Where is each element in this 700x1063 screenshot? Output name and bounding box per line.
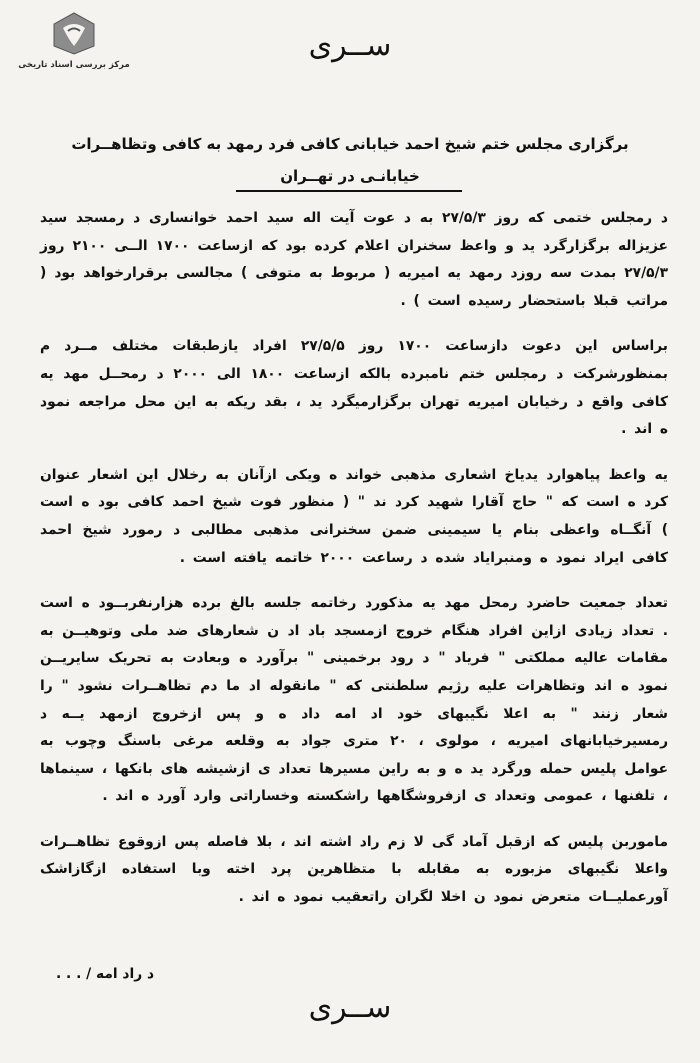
document-body	[40, 205, 668, 930]
classification-stamp-bottom: ســری	[308, 990, 392, 1025]
body-paragraph-5: ماموربن پلیس که ازقبل آماد گی لا زم راد اشته اند ، بلا فاصله پس ازوقوع تظاهــرات واعلا نگیبهای مزبوره به مقابله با متظاهرین پرد اخته وبا استفاده ازگازاشک آورعملیــات متعرض نمود ن اخلا لگران راتعقیب نمود ه اند .	[40, 833, 668, 906]
body-paragraph-4: تعداد جمعیت حاضرد رمحل مهد یه مذکورد رخاتمه جلسه بالغ برده هزارنفربــود ه است . تعداد زیادی ازاین افراد هنگام خروج ازمسجد باد اد ن شعارهای ضد ملی وتوهیــن به مقامات عالیه مملکتی " فریاد " د رود برخمینی " برآورد ه وبعادت به تحریک سایریــن نمود ه اند وتظاهرات علیه رژیم سلطنتی که " مانقوله اد ما دم تظاهــرات نشود " را شعار زنند " به اعلا نگیبهای خود اد امه داد ه و پس ازخروج ازمهد یــه د رمسیرخیابانهای امیریه ، مولوی ، ۲۰ متری جواد به وقلعه مرغی باسنگ وچوب به عوامل پلیس حمله ورگرد ید ه و به راین مسیرها تعداد ی ازشیشه های بانکها ، سینماها ، تلفنها ، عمومی وتعداد ی ازفروشگاهها راشکسته وخساراتی وارد آورد ه اند .	[40, 595, 669, 805]
classification-stamp-top: ســری	[308, 28, 392, 63]
archive-logo-text: مرکز بررسی اسناد تاریخی	[18, 60, 130, 70]
body-paragraph-3: یه واعظ پیاهوارد یدیاخ اشعاری مذهبی خواند ه ویکی ازآنان به رخلال این اشعار عنوان کرد ه است که " حاج آقارا شهید کرد ند " ( منظور فوت شیخ احمد کافی بود ه است ) آنگــاه واعظی بنام یا سیمینی ضمن سخنرانی مذهبی مطالبی د رمورد شیخ احمد کافی ایراد نمود ه ومنبرایاد شده د رساعت ۲۰۰۰ خاتمه یافته است .	[40, 466, 668, 566]
body-paragraph-1: د رمجلس ختمی که روز ۲۷/۵/۳ به د عوت آیت اله سید احمد خوانساری د رمسجد سید عزیزاله برگزارگرد ید و واعظ سخنران اعلام کرده بود که ازساعت ۱۷۰۰ الــی ۲۱۰۰ روز ۲۷/۵/۳ بمدت سه روزد رمهد یه امیریه ( مربوط به متوفی ) مجالسی برقرارخواهد بود ( مراتب قبلا باستحضار رسیده است ) .	[40, 210, 668, 309]
title-underline	[236, 190, 462, 192]
document-title-line-2: خیابانـی در تهــران	[280, 167, 420, 185]
continuation-note: د راد امه / . . .	[56, 966, 155, 982]
archive-logo	[14, 10, 134, 72]
archive-logo-icon	[49, 10, 99, 56]
body-paragraph-2: براساس این دعوت دازساعت ۱۷۰۰ روز ۲۷/۵/۵ افراد یازطبقات مختلف مــرد م بمنظورشرکت د رمجلس ختم نامبرده بالکه ازساعت ۱۸۰۰ الی ۲۰۰۰ د رمحــل مهد یه کافی واقع د رخیابان امیریه تهران برگزارمیگرد ید ، بقد ریکه به این محل مراجعه نمود ه اند .	[40, 338, 668, 438]
document-title-line-1: برگزاری مجلس ختم شیخ احمد خیابانی کافی فرد رمهد به کافی وتظاهــرات	[71, 135, 629, 153]
